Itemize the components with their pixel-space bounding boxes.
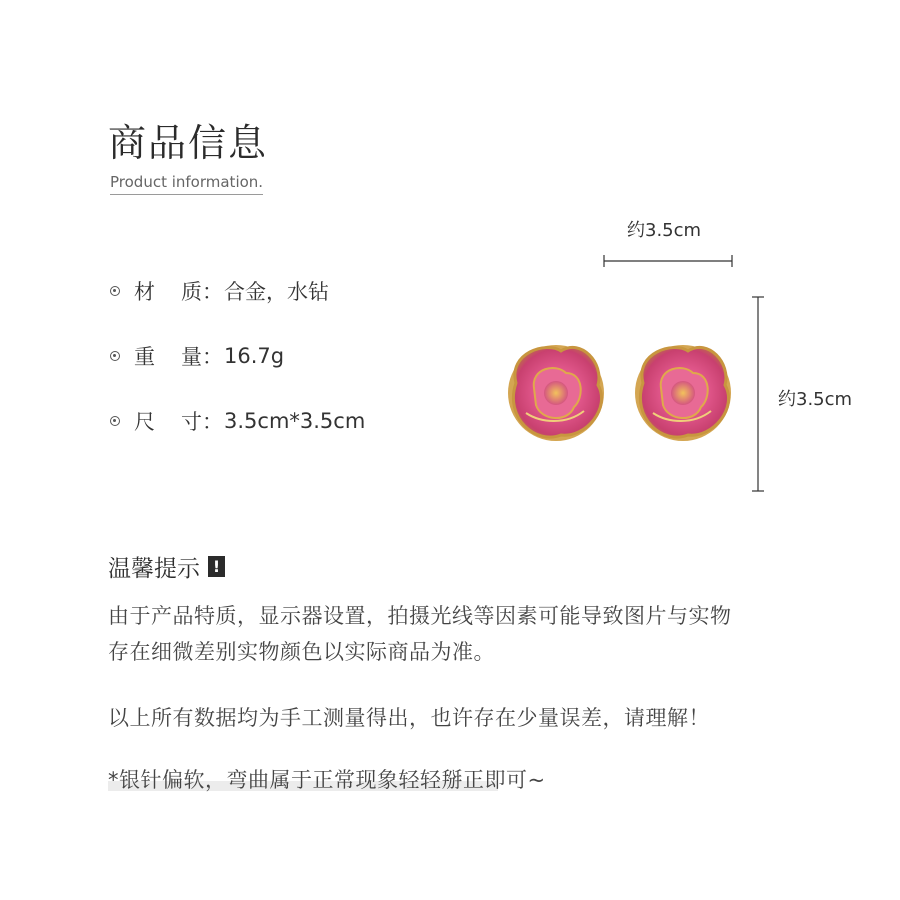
width-dimension-label: 约3.5cm [627, 220, 702, 241]
notice-line-4: *银针偏软，弯曲属于正常现象轻轻掰正即可~ [108, 768, 546, 792]
spec-row-size: 尺 寸 ： 3.5cm*3.5cm [110, 406, 365, 436]
page-title: 商品信息 [108, 121, 269, 165]
notice-line-1: 由于产品特质，显示器设置，拍摄光线等因素可能导致图片与实物 [108, 604, 732, 628]
spec-key: 材 质 [134, 280, 202, 304]
spec-row-material: 材 质 ： 合金，水钻 [110, 276, 329, 306]
notice-line-2: 存在细微差别实物颜色以实际商品为准。 [108, 640, 495, 664]
bullet-icon [110, 351, 120, 361]
bullet-icon [110, 416, 120, 426]
spec-key: 尺 寸 [134, 410, 202, 434]
height-dimension-label: 约3.5cm [778, 389, 853, 410]
earring-right [635, 345, 731, 441]
spec-value: 3.5cm*3.5cm [224, 409, 366, 433]
spec-row-weight: 重 量 ： 16.7g [110, 341, 284, 371]
page-subtitle: Product information. [110, 173, 263, 195]
bullet-icon [110, 286, 120, 296]
notice-line-3: 以上所有数据均为手工测量得出，也许存在少量误差，请理解！ [108, 706, 710, 730]
notice-title: 温馨提示 ! [108, 550, 225, 583]
spec-key: 重 量 [134, 345, 202, 369]
spec-value: 16.7g [224, 344, 285, 368]
exclamation-icon: ! [208, 556, 225, 577]
spec-value: 合金，水钻 [224, 280, 329, 304]
earrings-product-image [500, 338, 750, 448]
earring-left [508, 345, 604, 441]
